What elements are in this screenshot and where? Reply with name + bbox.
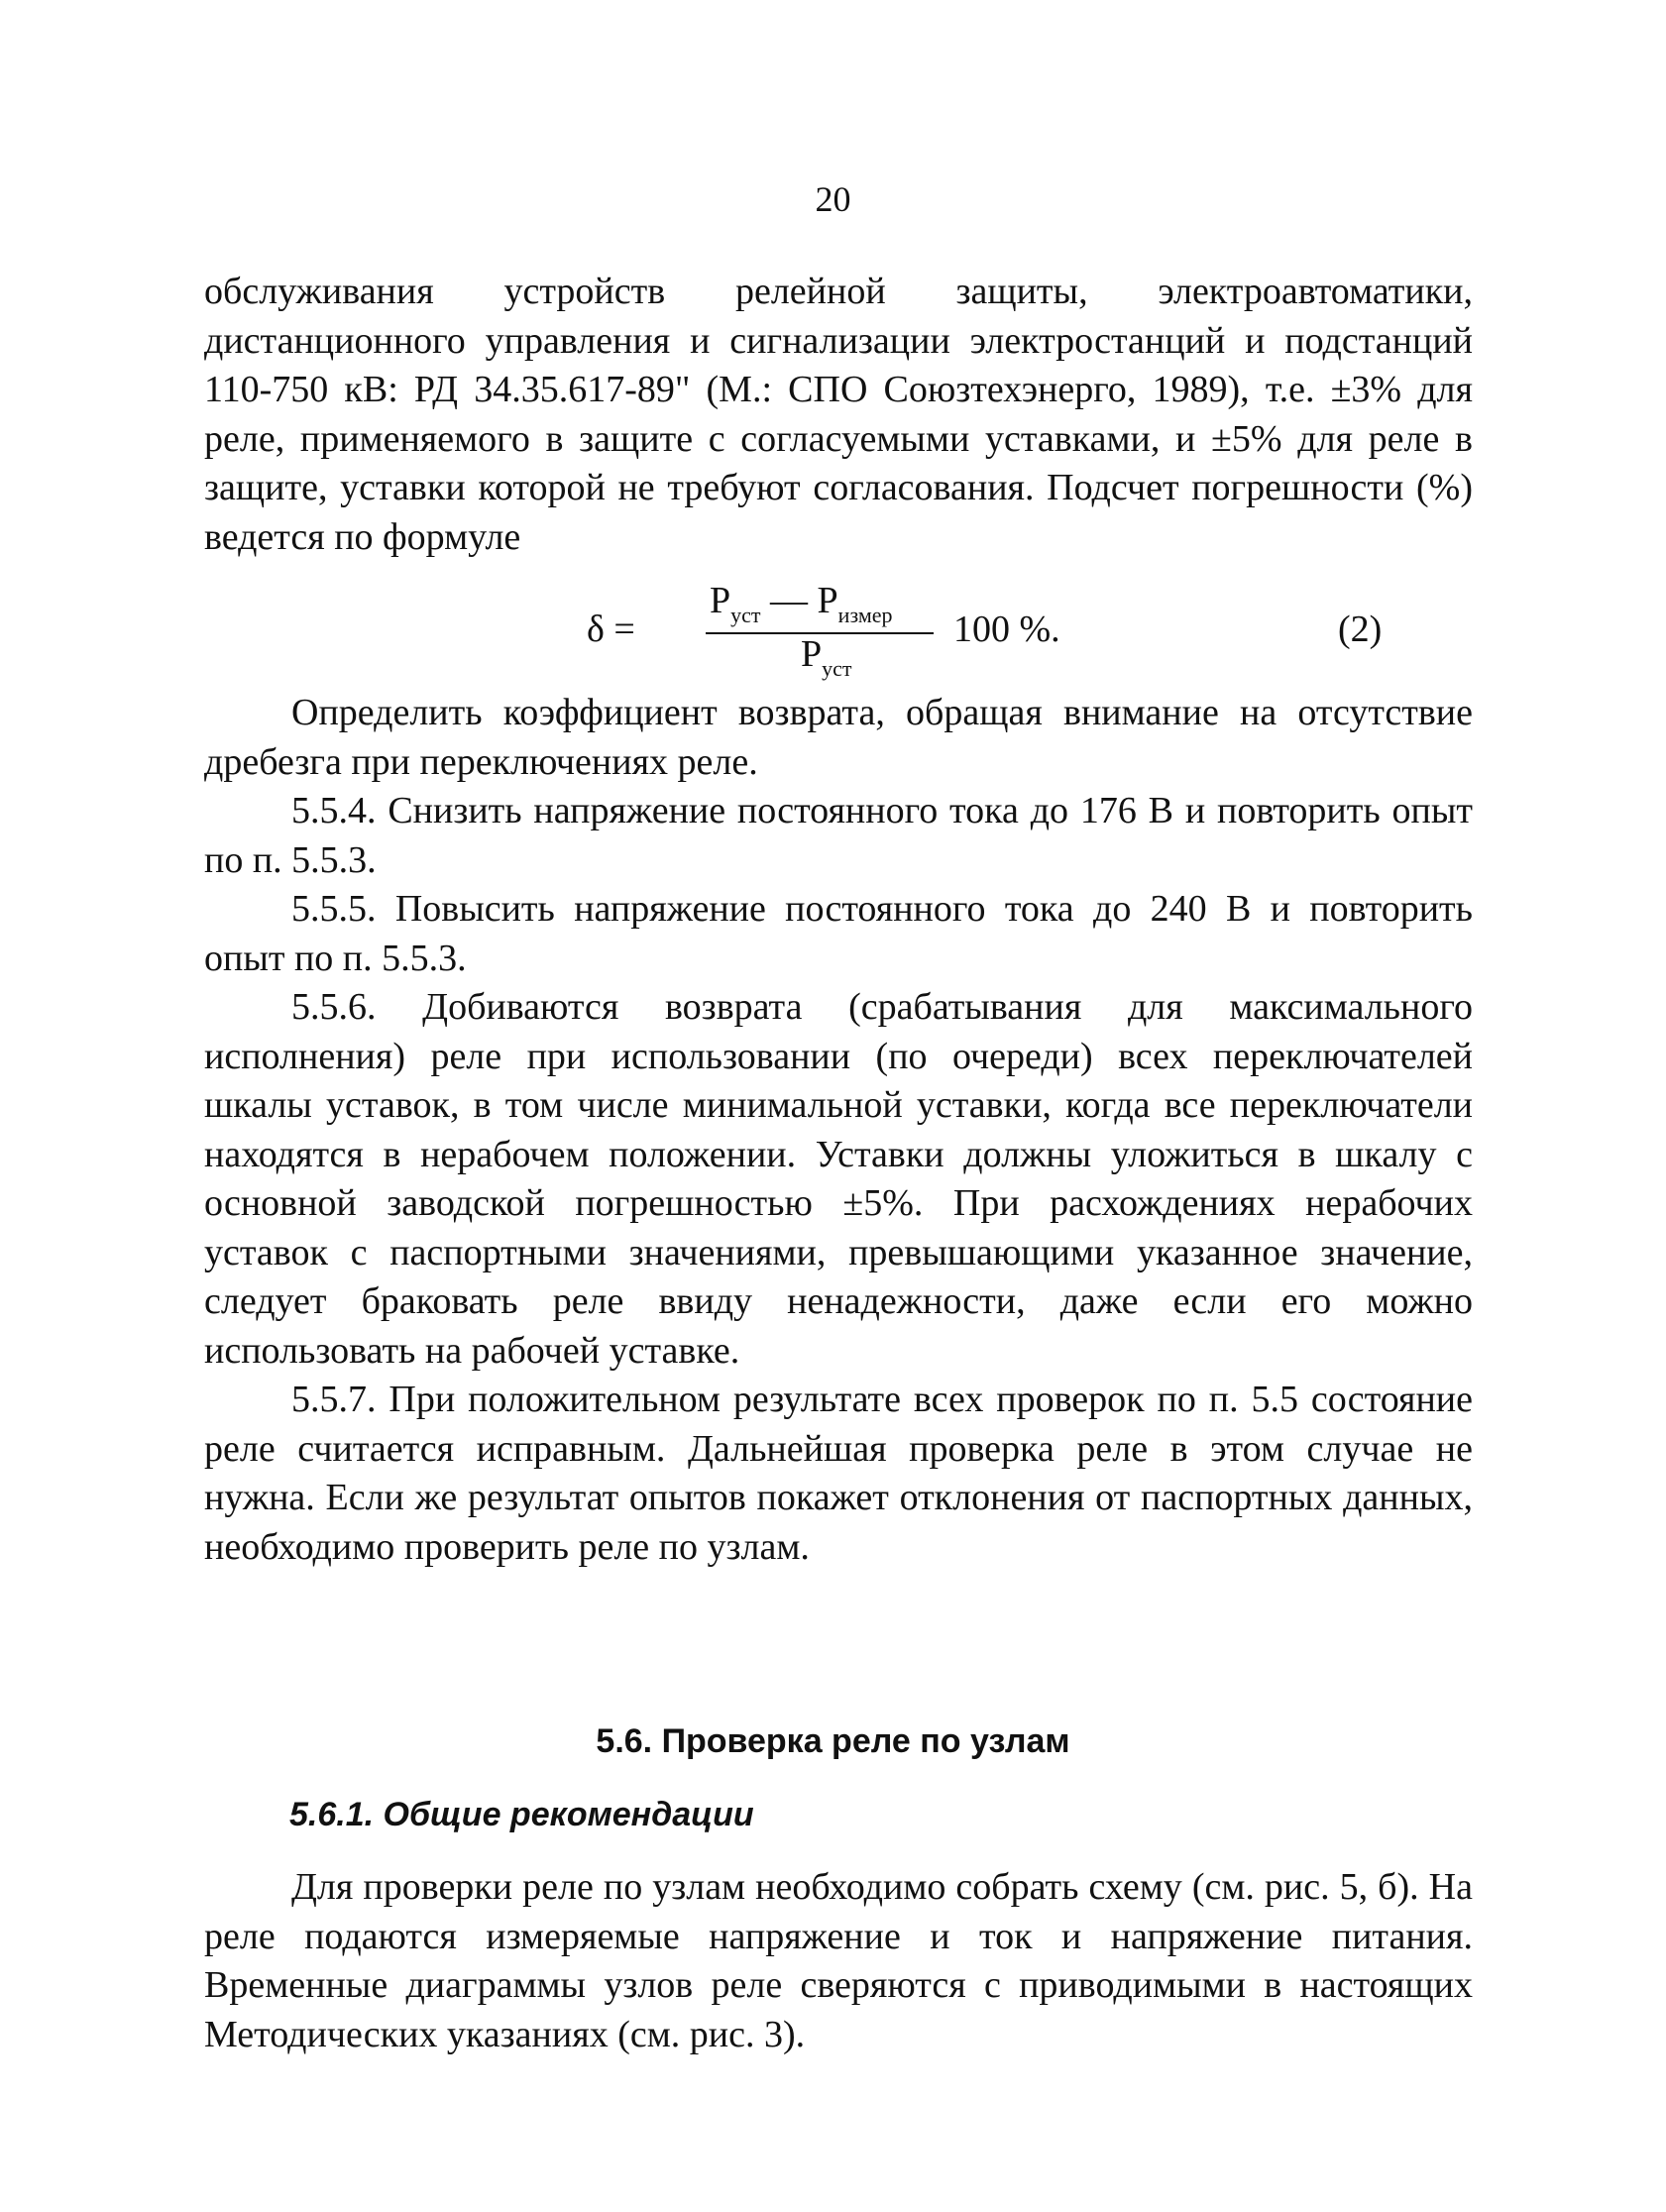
formula-p1: P [710, 580, 731, 621]
paragraph: 5.5.7. При положительном результате всех проверок по п. 5.5 состояние реле считается исправным. Дальнейшая проверка реле в этом случае не нужна. Если же результат опытов покажет отклонения от паспортных данных, необходимо проверить реле по узлам. [204, 1379, 1473, 1568]
main-paragraphs-block [204, 689, 1473, 1572]
paragraph: Для проверки реле по узлам необходимо собрать схему (см. рис. 5, б). На реле подаются измеряемые напряжение и ток и напряжение питания. Временные диаграммы узлов реле сверяются с приводимыми в настоящих Методических указаниях (см. рис. 3). [204, 1866, 1473, 2055]
equation-number: (2) [1338, 608, 1383, 650]
paragraph: 5.5.4. Снизить напряжение постоянного тока до 176 В и повторить опыт по п. 5.5.3. [204, 790, 1473, 881]
formula-p2-sub: измер [837, 603, 893, 627]
paragraph-continuation: обслуживания устройств релейной защиты, электроавтоматики, дистанционного управления и сигнализации электростанций и подстанций 110-750 кВ: РД 34.35.617-89" (М.: СПО Союзтехэнерго, 1989), т.е. ±3% для реле, применяемого в защите с согласуемыми уставками, и ±5% для реле в защите, уставки которой не требуют согласования. Подсчет погрешности (%) ведется по формуле [204, 271, 1473, 558]
paragraph: 5.5.5. Повысить напряжение постоянного тока до 240 В и повторить опыт по п. 5.5.3. [204, 888, 1473, 979]
formula-denominator [801, 632, 852, 681]
paragraph: Определить коэффициент возврата, обращая внимание на отсутствие дребезга при переключениях реле. [204, 692, 1473, 783]
error-formula [0, 563, 1666, 692]
paragraph: 5.5.6. Добиваются возврата (срабатывания для максимального исполнения) реле при использовании (по очереди) всех переключателей шкалы уставок, в том числе минимальной уставки, когда все переключатели находятся в нерабочем положении. Уставки должны уложиться в шкалу с основной заводской погрешностью ±5%. При расхождениях нерабочих уставок с паспортными значениями, превышающими указанное значение, следует браковать реле ввиду ненадежности, даже если его можно использовать на рабочей уставке. [204, 986, 1473, 1372]
formula-numerator [710, 579, 893, 627]
page-number: 20 [815, 179, 851, 219]
subsection-heading: 5.6.1. Общие рекомендации [289, 1796, 754, 1833]
section-heading: 5.6. Проверка реле по узлам [596, 1722, 1070, 1760]
formula-p1-sub: уст [730, 603, 761, 627]
formula-denominator-p: P [801, 633, 823, 675]
formula-denominator-sub: уст [822, 656, 852, 681]
formula-p2: P [817, 580, 838, 621]
final-paragraph-block [204, 1863, 1473, 2059]
formula-lhs: δ = [587, 608, 635, 650]
top-paragraph-block [204, 268, 1473, 562]
formula-factor: 100 %. [953, 608, 1060, 650]
formula-minus: — [760, 580, 818, 621]
